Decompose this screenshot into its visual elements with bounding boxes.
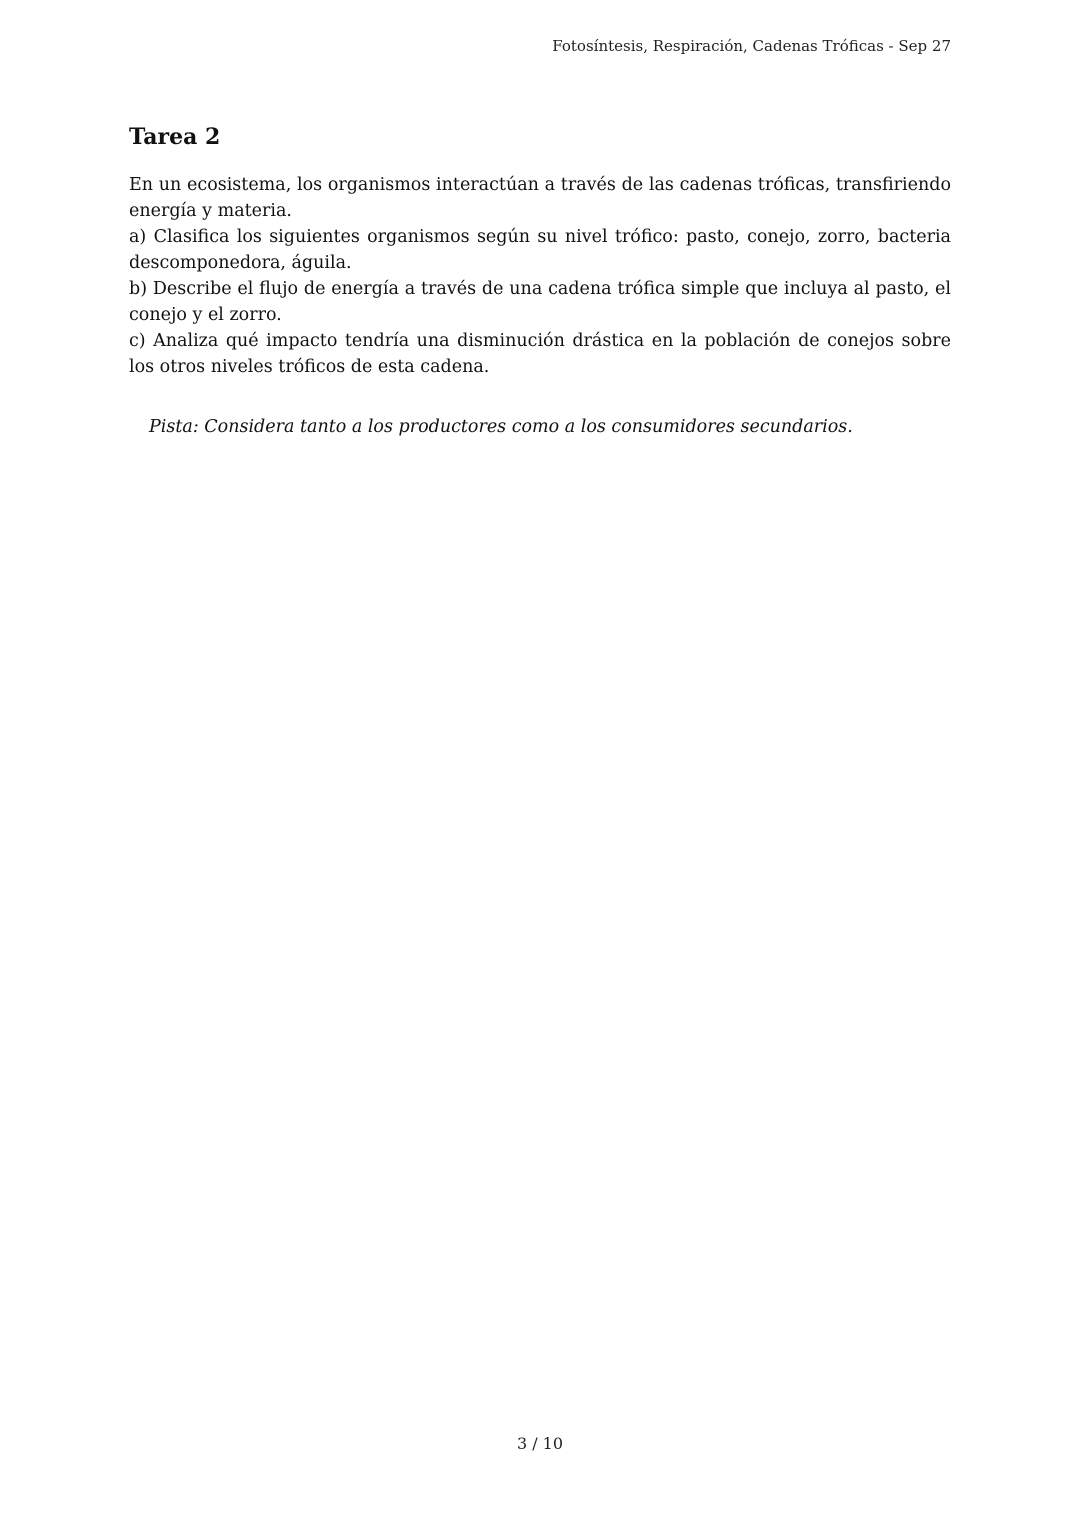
task-body [129,172,951,380]
task-item-c: c) Analiza qué impacto tendría una disminución drástica en la población de conejos sobre los otros niveles tróficos de esta cadena. [129,331,951,377]
task-intro: En un ecosistema, los organismos interactúan a través de las cadenas tróficas, transfiriendo energía y materia. [129,175,951,221]
task-section [129,122,951,440]
task-title: Tarea 2 [129,124,221,150]
task-hint: Pista: Considera tanto a los productores como a los consumidores secundarios. [149,417,853,437]
task-item-b: b) Describe el flujo de energía a través de una cadena trófica simple que incluya al pasto, el conejo y el zorro. [129,279,951,325]
task-item-a: a) Clasifica los siguientes organismos según su nivel trófico: pasto, conejo, zorro, bacteria descomponedora, águila. [129,227,951,273]
running-header: Fotosíntesis, Respiración, Cadenas Tróficas - Sep 27 [552,37,951,55]
page-number: 3 / 10 [516,1434,564,1453]
